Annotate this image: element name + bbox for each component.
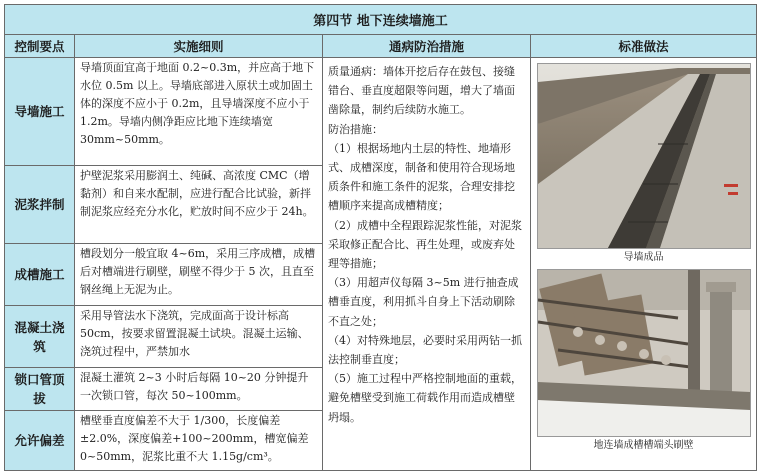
row-detail-guide-wall: 导墙顶面宜高于地面 0.2~0.3m，并应高于地下水位 0.5m 以上。导墙底部进入原状土或加固土体的深度不应小于 0.2m，且导墙深度不应小于 1.2m。导墙内侧净距应比地下连续墙宽 30mm~50mm。 — [75, 58, 323, 166]
table-row — [5, 58, 757, 166]
standard-practice-cell — [531, 58, 757, 471]
photo-caption: 地连墙成槽槽端头刷壁 — [593, 440, 694, 451]
trench-wall-brushing-photo — [537, 269, 751, 437]
row-detail-slurry-mixing: 护壁泥浆采用膨润土、纯碱、高浓度 CMC（增黏剂）和自来水配制，应进行配合比试验，新拌制泥浆应经充分水化，贮放时间不应少于 24h。 — [75, 166, 323, 244]
guide-wall-trench-photo — [537, 63, 751, 249]
construction-spec-table-frame — [4, 4, 756, 466]
row-detail-lock-pipe: 混凝土灌筑 2~3 小时后每隔 10~20 分钟提升一次锁口管，每次 50~100mm。 — [75, 368, 323, 411]
prevention-item: 质量通病：墙体开挖后存在鼓包、接缝错台、垂直度超限等问题，增大了墙面凿除量，制约后续防水施工。 — [328, 65, 515, 117]
row-detail-tolerance: 槽壁垂直度偏差不大于 1/300，长度偏差±2.0%，深度偏差+100~200mm，槽宽偏差 0~50mm，泥浆比重不大 1.15g/cm³。 — [75, 411, 323, 471]
prevention-item: （4）对特殊地层，必要时采用两钻一抓法控制垂直度； — [328, 333, 522, 367]
row-detail-trenching: 槽段划分一般宜取 4~6m，采用三序成槽，成槽后对槽端进行刷壁，刷壁不得少于 5 次，且直至钢丝绳上无泥为止。 — [75, 244, 323, 306]
photo-caption: 导墙成品 — [623, 252, 664, 263]
header-standard-practice: 标准做法 — [531, 35, 757, 58]
row-key-slurry-mixing: 泥浆拌制 — [5, 166, 75, 244]
prevention-item: （1）根据场地内土层的特性、地墙形式、成槽深度，制备和使用符合现场地质条件和施工条件的泥浆，合理安排挖槽顺序来提高成槽精度； — [328, 141, 515, 213]
header-control-points: 控制要点 — [5, 35, 75, 58]
row-key-lock-pipe: 锁口管顶拔 — [5, 368, 75, 411]
table-title: 第四节 地下连续墙施工 — [5, 5, 757, 35]
prevention-cell — [323, 58, 531, 471]
construction-spec-table — [4, 4, 757, 471]
prevention-item: 防治措施： — [328, 122, 383, 136]
row-key-trenching: 成槽施工 — [5, 244, 75, 306]
header-implementation: 实施细则 — [75, 35, 323, 58]
row-key-guide-wall: 导墙施工 — [5, 58, 75, 166]
prevention-item: （3）用超声仪每隔 3~5m 进行抽查成槽垂直度，利用抓斗自身上下活动刷除不直之处； — [328, 276, 519, 328]
prevention-item: （5）施工过程中严格控制地面的重载，避免槽壁受到施工荷载作用而造成槽壁坍塌。 — [328, 372, 522, 424]
row-detail-concrete-pouring: 采用导管法水下浇筑，完成面高于设计标高 50cm，按要求留置混凝土试块。混凝土运输、浇筑过程中，严禁加水 — [75, 306, 323, 368]
prevention-item: （2）成槽中全程跟踪泥浆性能，对泥浆采取修正配合比、再生处理，或废弃处理等措施； — [328, 218, 522, 271]
header-common-defects: 通病防治措施 — [323, 35, 531, 58]
row-key-concrete-pouring: 混凝土浇筑 — [5, 306, 75, 368]
row-key-tolerance: 允许偏差 — [5, 411, 75, 471]
